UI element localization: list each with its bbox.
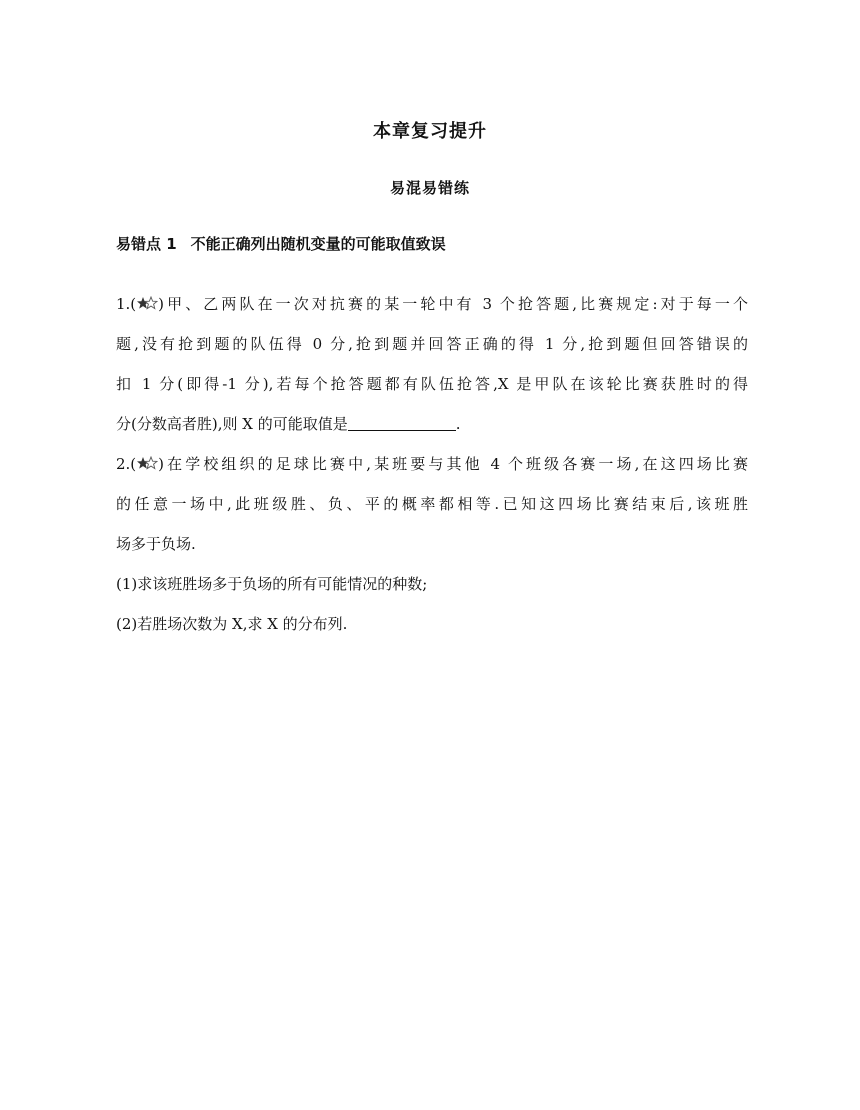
question-2-line-3: 场多于负场.	[116, 535, 196, 553]
question-2-line-1	[116, 444, 748, 484]
question-1-line-4	[116, 404, 748, 444]
question-2-line-2: 的任意一场中,此班级胜、负、平的概率都相等.已知这四场比赛结束后,该班胜	[116, 495, 748, 513]
question-1	[116, 284, 748, 444]
chapter-title: 本章复习提升	[373, 121, 487, 142]
question-2-subquestion-1: (1)求该班胜场多于负场的所有可能情况的种数;	[116, 575, 428, 593]
error-point-title: 不能正确列出随机变量的可能取值致误	[190, 235, 446, 253]
question-1-line-1	[116, 284, 748, 324]
two-star-difficulty-icon	[136, 456, 158, 470]
question-1-line-2: 题,没有抢到题的队伍得 0 分,抢到题并回答正确的得 1 分,抢到题但回答错误的	[116, 335, 748, 353]
two-star-difficulty-icon	[136, 296, 158, 310]
question-2	[116, 444, 748, 644]
question-1-line-3: 扣 1 分(即得-1 分),若每个抢答题都有队伍抢答,X 是甲队在该轮比赛获胜时的得	[116, 375, 748, 393]
section-title: 易混易错练	[389, 179, 470, 197]
error-point-heading	[116, 233, 446, 254]
question-1-text: )甲、乙两队在一次对抗赛的某一轮中有 3 个抢答题,比赛规定:对于每一个	[158, 295, 748, 313]
answer-blank	[348, 416, 456, 431]
question-1-period: .	[455, 415, 461, 433]
question-1-number: 1.(	[116, 295, 137, 313]
question-2-text: )在学校组织的足球比赛中,某班要与其他 4 个班级各赛一场,在这四场比赛	[158, 455, 748, 473]
question-2-number: 2.(	[116, 455, 137, 473]
question-1-line-4-text: 分(分数高者胜),则 X 的可能取值是	[116, 415, 348, 433]
question-2-subquestion-2: (2)若胜场次数为 X,求 X 的分布列.	[116, 615, 348, 633]
error-point-label: 易错点 1	[116, 235, 177, 253]
